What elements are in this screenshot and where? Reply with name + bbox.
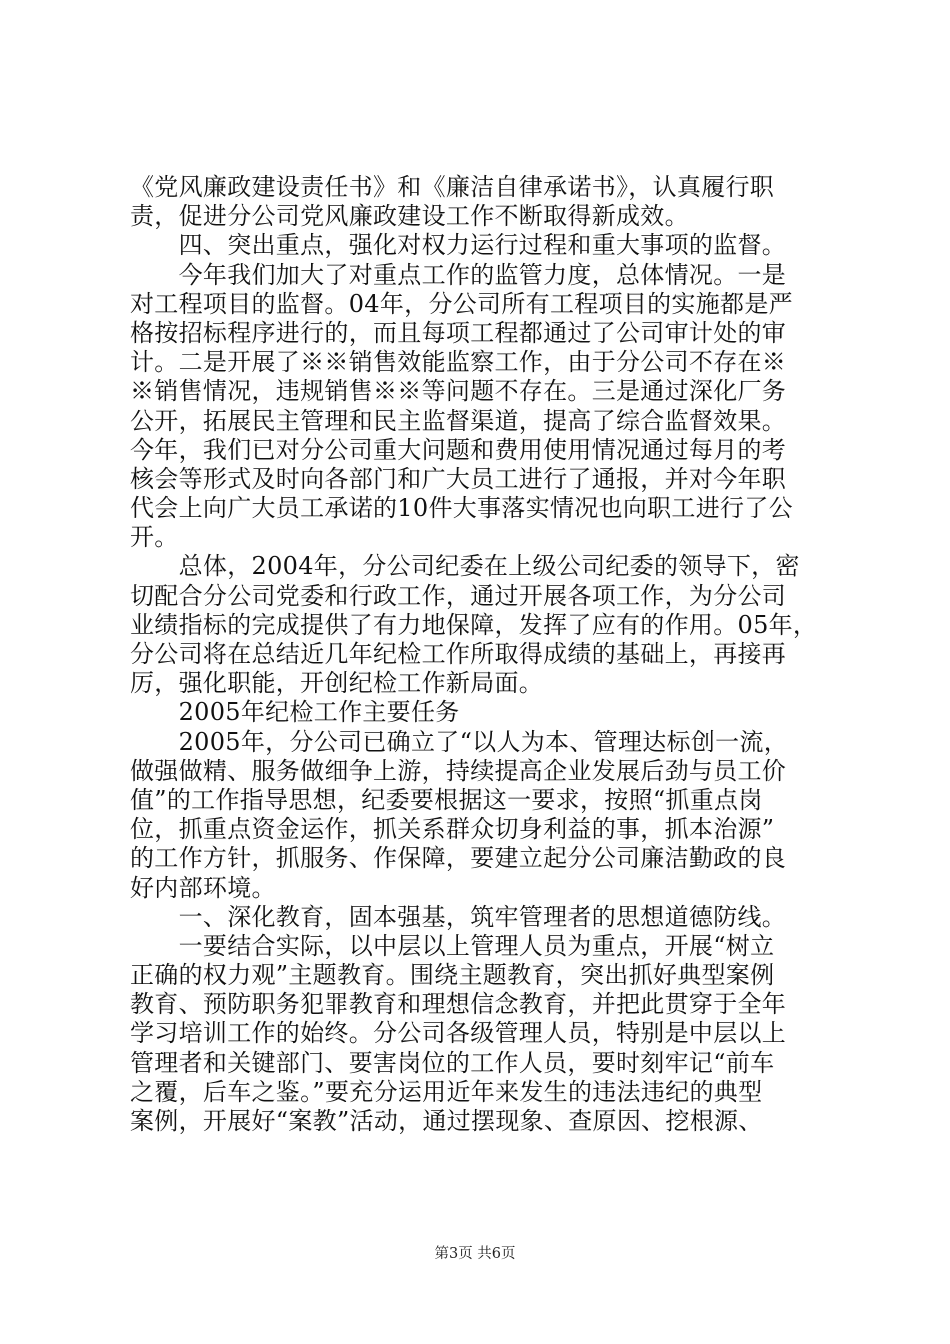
- text-line: 公开，拓展民主管理和民主监督渠道，提高了综合监督效果。: [130, 406, 787, 435]
- page-number-footer: 第3页 共6页: [434, 1246, 516, 1262]
- text-line: 的工作方针，抓服务、作保障，要建立起分公司廉洁勤政的良: [130, 844, 787, 873]
- section-heading: 一、深化教育，固本强基，筑牢管理者的思想道德防线。: [130, 902, 787, 931]
- text-line: 开。: [130, 523, 179, 552]
- text-line: 厉，强化职能，开创纪检工作新局面。: [130, 669, 544, 698]
- text-line: 切配合分公司党委和行政工作，通过开展各项工作，为分公司: [130, 581, 787, 610]
- text-line: 值”的工作指导思想，纪委要根据这一要求，按照“抓重点岗: [130, 785, 763, 814]
- text-line: 对工程项目的监督。04年，分公司所有工程项目的实施都是严: [130, 289, 793, 318]
- text-line: 位，抓重点资金运作，抓关系群众切身利益的事，抓本治源”: [130, 815, 775, 844]
- text-line: 核会等形式及时向各部门和广大员工进行了通报，并对今年职: [130, 464, 787, 493]
- text-line: 今年我们加大了对重点工作的监管力度，总体情况。一是: [130, 260, 787, 289]
- text-line: 责，促进分公司党风廉政建设工作不断取得新成效。: [130, 202, 689, 231]
- text-line: 总体，2004年，分公司纪委在上级公司纪委的领导下，密: [130, 552, 800, 581]
- text-line: 计。二是开展了※※销售效能监察工作，由于分公司不存在※: [130, 348, 787, 377]
- text-line: ※销售情况，违规销售※※等问题不存在。三是通过深化厂务: [130, 377, 787, 406]
- text-line: 代会上向广大员工承诺的10件大事落实情况也向职工进行了公: [130, 494, 793, 523]
- text-line: 之覆，后车之鉴。”要充分运用近年来发生的违法违纪的典型: [130, 1077, 763, 1106]
- text-line: 分公司将在总结近几年纪检工作所取得成绩的基础上，再接再: [130, 640, 787, 668]
- text-line: 《党风廉政建设责任书》和《廉洁自律承诺书》，认真履行职: [130, 173, 775, 201]
- text-line: 管理者和关键部门、要害岗位的工作人员，要时刻牢记“前车: [130, 1048, 775, 1077]
- text-line: 格按招标程序进行的，而且每项工程都通过了公司审计处的审: [130, 318, 787, 347]
- document-body: [130, 173, 842, 1136]
- section-heading: 2005年纪检工作主要任务: [130, 698, 460, 727]
- text-line: 今年，我们已对分公司重大问题和费用使用情况通过每月的考: [130, 435, 787, 464]
- text-line: 一要结合实际，以中层以上管理人员为重点，开展“树立: [130, 931, 775, 960]
- text-line: 好内部环境。: [130, 873, 276, 902]
- text-line: 做强做精、服务做细争上游，持续提高企业发展后劲与员工价: [130, 756, 787, 785]
- text-line: 教育、预防职务犯罪教育和理想信念教育，并把此贯穿于全年: [130, 990, 787, 1019]
- text-line: 案例，开展好“案教”活动，通过摆现象、查原因、挖根源、: [130, 1107, 763, 1135]
- text-line: 业绩指标的完成提供了有力地保障，发挥了应有的作用。05年，: [130, 610, 818, 639]
- text-line: 正确的权力观”主题教育。围绕主题教育，突出抓好典型案例: [130, 961, 775, 990]
- section-heading: 四、突出重点，强化对权力运行过程和重大事项的监督。: [130, 231, 787, 260]
- text-line: 学习培训工作的始终。分公司各级管理人员，特别是中层以上: [130, 1019, 787, 1048]
- text-line: 2005年，分公司已确立了“以人为本、管理达标创一流，: [130, 727, 789, 756]
